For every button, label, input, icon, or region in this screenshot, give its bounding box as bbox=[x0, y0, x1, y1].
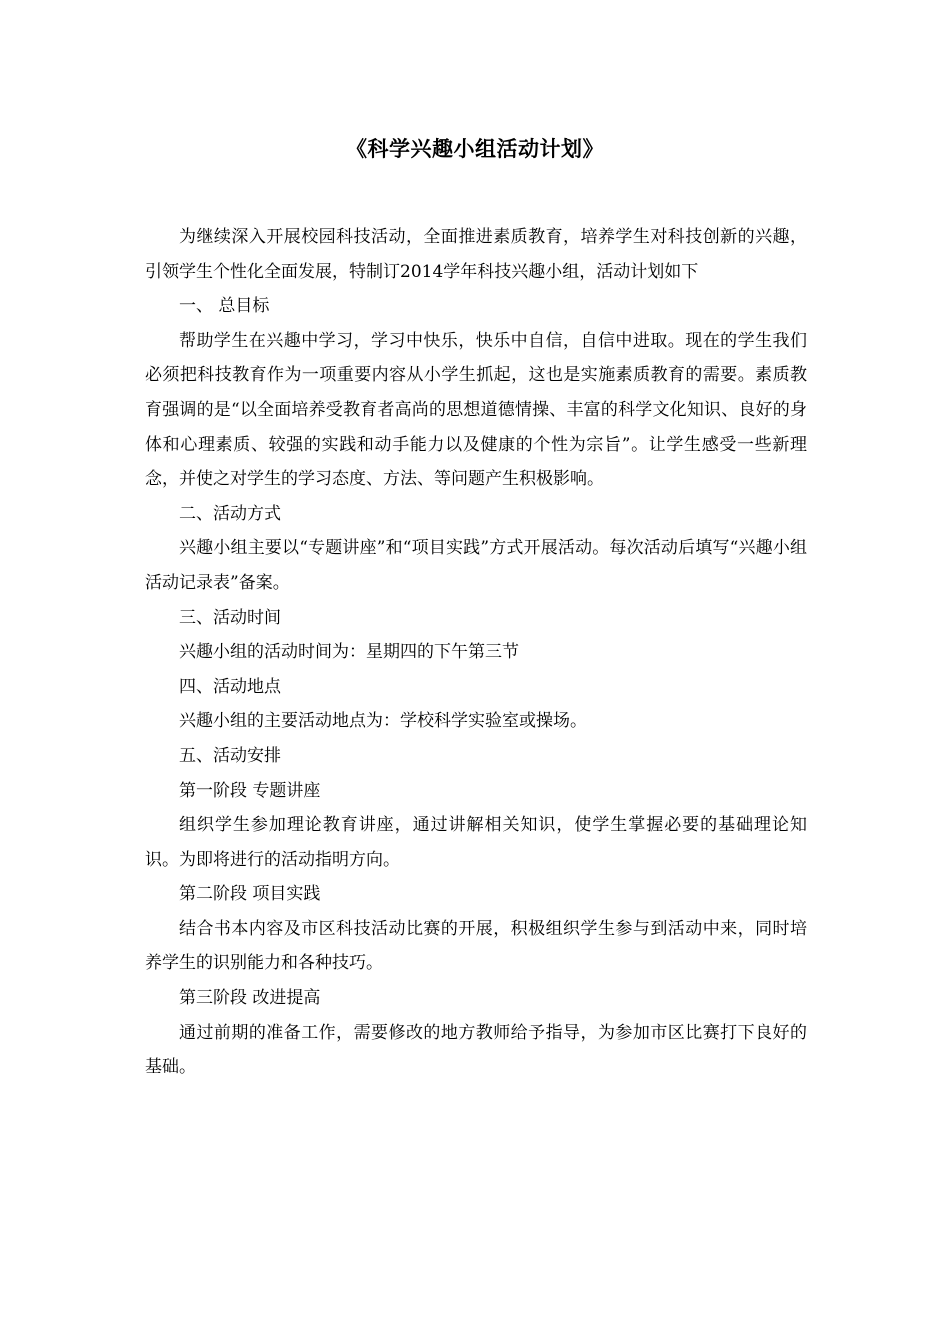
stage-two-heading: 第二阶段 项目实践 bbox=[179, 884, 321, 905]
section-heading-method: 二、活动方式 bbox=[179, 503, 281, 524]
stage-three-heading: 第三阶段 改进提高 bbox=[179, 988, 321, 1009]
document-title: 《科学兴趣小组活动计划》 bbox=[346, 136, 604, 161]
stage-one-paragraph: 组织学生参加理论教育讲座，通过讲解相关知识，使学生掌握必要的基础理论知识。为即将进行的活动指明方向。 bbox=[145, 815, 807, 870]
section-heading-arrangement: 五、活动安排 bbox=[179, 745, 281, 766]
section-heading-location: 四、活动地点 bbox=[179, 676, 281, 697]
section-heading-goal: 一、 总目标 bbox=[179, 296, 270, 317]
time-paragraph: 兴趣小组的活动时间为：星期四的下午第三节 bbox=[179, 642, 519, 663]
method-paragraph: 兴趣小组主要以“专题讲座”和“项目实践”方式开展活动。每次活动后填写“兴趣小组活动记录表”备案。 bbox=[145, 538, 807, 593]
stage-one-heading: 第一阶段 专题讲座 bbox=[179, 780, 321, 801]
goal-paragraph: 帮助学生在兴趣中学习，学习中快乐，快乐中自信，自信中进取。现在的学生我们必须把科技教育作为一项重要内容从小学生抓起，这也是实施素质教育的需要。素质教育强调的是“以全面培养受教育者高尚的思想道德情操、丰富的科学文化知识、良好的身体和心理素质、较强的实践和动手能力以及健康的个性为宗旨”。让学生感受一些新理念，并使之对学生的学习态度、方法、等问题产生积极影响。 bbox=[145, 330, 807, 490]
intro-paragraph: 为继续深入开展校园科技活动，全面推进素质教育，培养学生对科技创新的兴趣，引领学生个性化全面发展，特制订2014学年科技兴趣小组，活动计划如下 bbox=[145, 227, 807, 282]
document-body bbox=[145, 220, 807, 1085]
section-heading-time: 三、活动时间 bbox=[179, 607, 281, 628]
stage-two-paragraph: 结合书本内容及市区科技活动比赛的开展，积极组织学生参与到活动中来，同时培养学生的识别能力和各种技巧。 bbox=[145, 918, 807, 974]
stage-three-paragraph: 通过前期的准备工作，需要修改的地方教师给予指导，为参加市区比赛打下良好的基础。 bbox=[145, 1022, 807, 1078]
location-paragraph: 兴趣小组的主要活动地点为：学校科学实验室或操场。 bbox=[179, 711, 587, 732]
